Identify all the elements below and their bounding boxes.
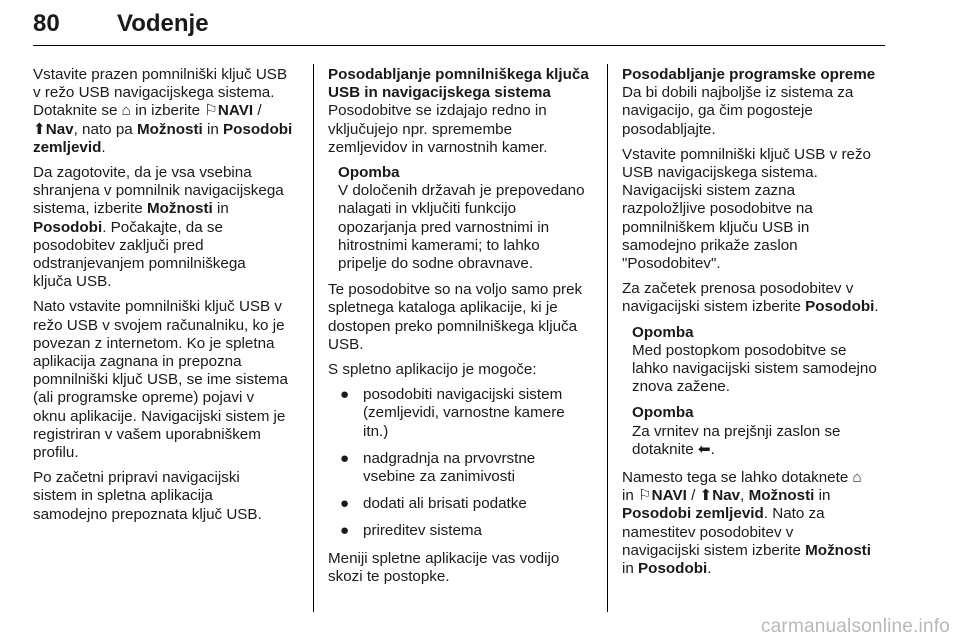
back-arrow-icon: ⬅ [697,440,711,458]
paragraph-alternative: Namesto tega se lahko dotaknete ⌂ in ⚐NAVI / ⬆Nav, Možnosti in Posodobi zemljevid. Nato za namestitev posodobitev v navigacijski sistem izberite Možnosti in Posodobi. [622,469,871,578]
paragraph-start-transfer: Za začetek prenosa posodobitev v navigacijski sistem izberite Posodobi. [622,280,879,316]
section-heading-software-update: Posodabljanje programske opreme [622,66,876,83]
note-title: Opomba [632,323,694,341]
paragraph-menus-guide: Meniji spletne aplikacije vas vodijo skozi te postopke. [328,549,560,585]
column-divider-1 [313,64,314,612]
flag-icon: ⚐ [204,102,218,120]
note-title: Opomba [632,404,694,422]
paragraph-initial-setup: Po začetni pripravi navigacijski sistem in spletna aplikacija samodejno prepoznata ključ USB. [33,469,262,523]
paragraph-insert-usb: Vstavite prazen pomnilniški ključ USB v režo USB navigacijskega sistema. Dotaknite se ⌂ in izberite ⚐NAVI / ⬆Nav, nato pa Možnosti in Posodobi zemljevid. [33,66,293,156]
list-item: ● dodati ali brisati podatke [340,495,527,513]
bullet-icon: ● [340,522,350,540]
list-item: ● nadgradnja na prvovrstne vsebine za zanimivosti [340,449,536,486]
header-rule [33,45,885,46]
section-heading-usb-update: Posodabljanje pomnilniškega ključa USB in navigacijskega sistema [328,66,589,102]
watermark: carmanualsonline.info [760,616,950,637]
column-divider-2 [607,64,608,612]
note-speed-cameras: Opomba V določenih državah je prepovedano nalagati in vključiti funkcijo opozarjanja pred varnostnimi in hitrostnimi kamerami; to lahko pripelje do sodne obravnave. [338,164,594,273]
note-restart: Opomba Med postopkom posodobitve se lahko navigacijski sistem samodejno znova zažene. [632,324,888,397]
bullet-icon: ● [340,449,350,467]
flag-icon: ⚐ [638,487,652,505]
paragraph-updates-issued: Posodobitve se izdajajo redno in vključujejo npr. spremembe zemljevidov in varnostnih kamer. [328,102,548,156]
paragraph-best-performance: Da bi dobili najboljše iz sistema za navigacijo, ga čim pogosteje posodabljajte. [622,84,854,138]
page-number: 80 [33,10,60,37]
arrow-up-icon: ⬆ [699,487,713,505]
paragraph-computer: Nato vstavite pomnilniški ključ USB v režo USB v svojem računalniku, ko je povezan z internetom. Ko je spletna aplikacija zagnana in prepozna pomnilniški ključ USB, se ime sistema (ali programske opreme) pojavi v oknu aplikacije. Navigacijski sistem je registriran v vašem uporabniškem profilu. [33,298,288,462]
note-back: Opomba Za vrnitev na prejšnji zaslon se dotaknite ⬅. [632,404,888,459]
paragraph-web-app-possible: S spletno aplikacijo je mogoče: [328,361,537,379]
column-1 [33,66,299,531]
chapter-title: Vodenje [117,10,209,37]
list-item: ● posodobiti navigacijski sistem (zemljevidi, varnostne kamere itn.) [340,386,565,440]
paragraph-save-content: Da zagotovite, da je vsa vsebina shranjena v pomnilnik navigacijskega sistema, izberite Možnosti in Posodobi. Počakajte, da se posodobitev zaključi pred odstranjevanjem pomnilniškega ključa USB. [33,164,284,291]
arrow-up-icon: ⬆ [33,120,46,138]
bullet-icon: ● [340,386,350,404]
bullet-icon: ● [340,495,350,513]
home-icon: ⌂ [852,469,862,487]
page-header [33,2,885,46]
bullet-list [328,386,594,540]
paragraph-insert-detect: Vstavite pomnilniški ključ USB v režo USB navigacijskega sistema. Navigacijski sistem zazna razpoložljive posodobitve na pomnilniškem ključu USB in samodejno prikaže zaslon "Posodobitev". [622,145,871,273]
column-2 [328,66,594,593]
column-3 [622,66,888,585]
home-icon: ⌂ [121,102,131,120]
note-title: Opomba [338,164,400,182]
list-item: ● prireditev sistema [340,522,483,540]
paragraph-online-catalog: Te posodobitve so na voljo samo prek spletnega kataloga aplikacije, ki je dostopen preko pomnilniškega ključa USB. [328,281,583,353]
